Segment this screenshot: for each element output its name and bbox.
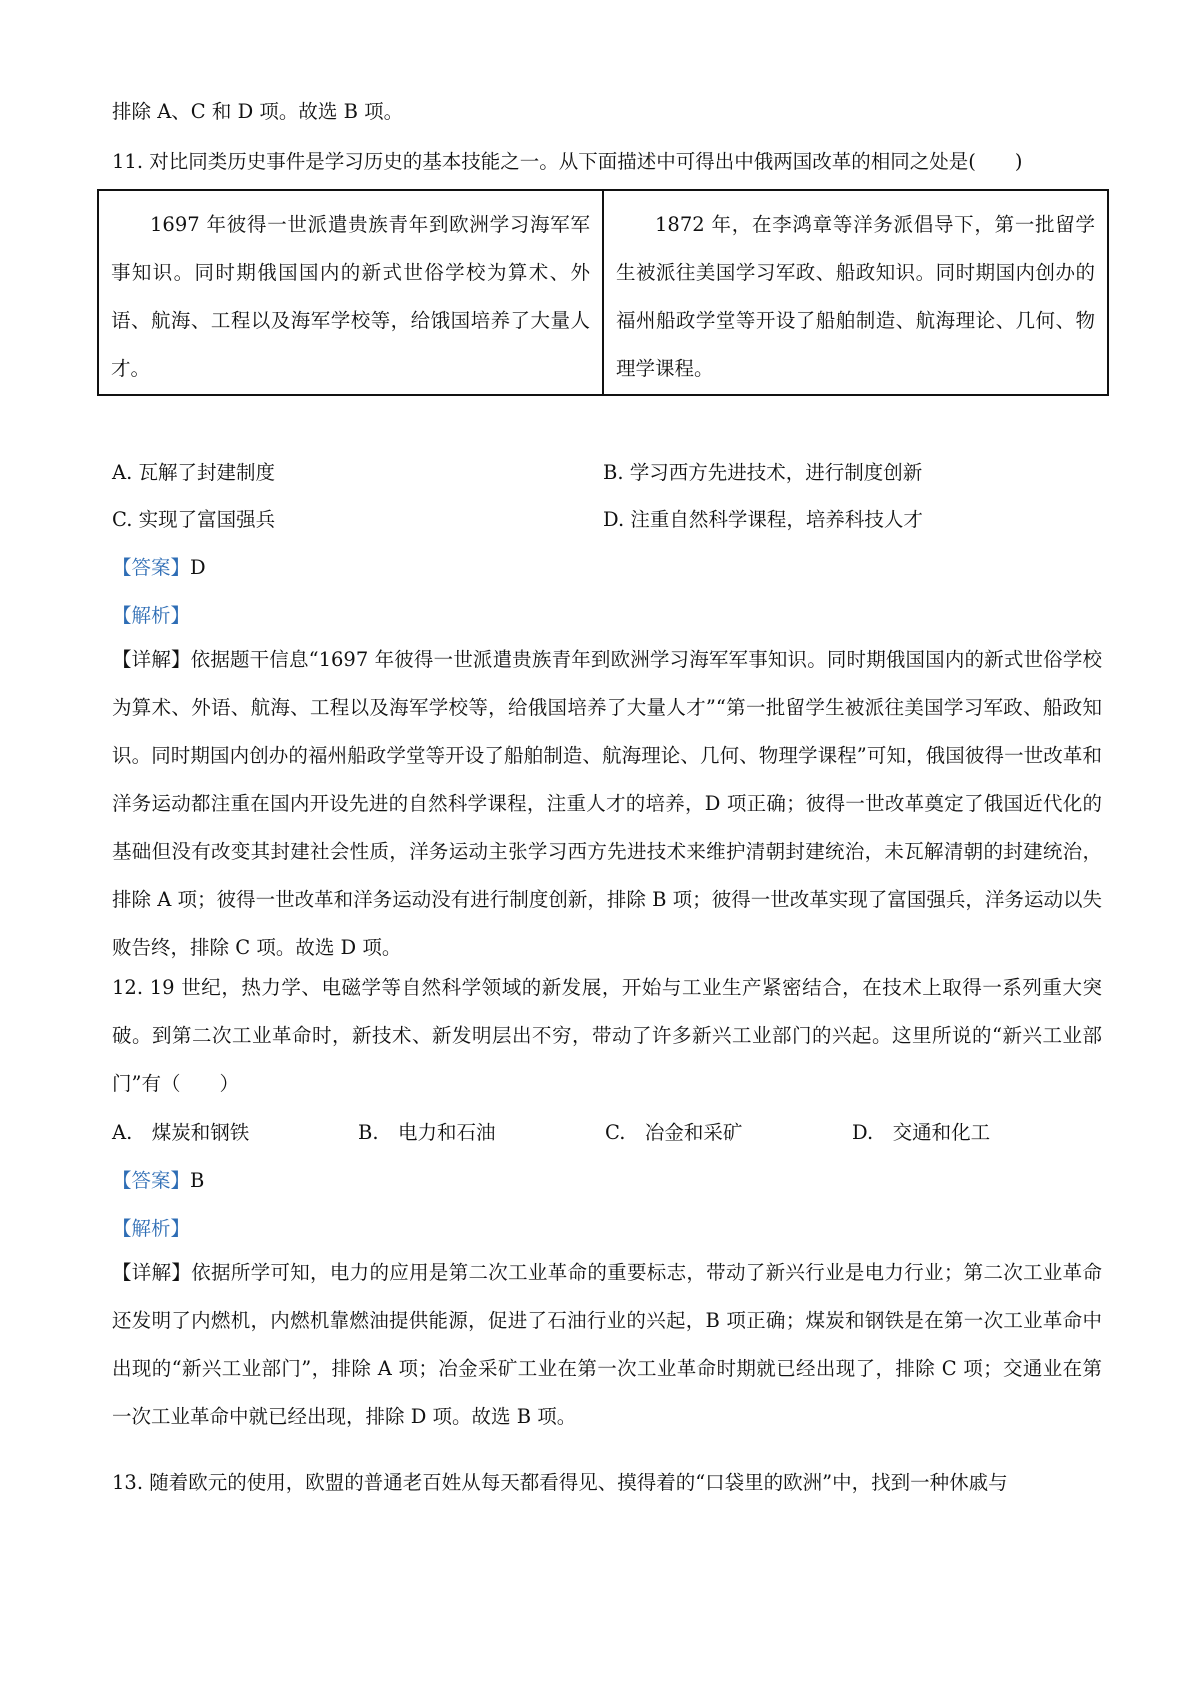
answer-value: D (190, 556, 206, 579)
q11-analysis-label: 【解析】 (112, 604, 191, 627)
q12-option-c: C. 冶金和采矿 (605, 1121, 743, 1144)
q12-option-d: D. 交通和化工 (852, 1121, 991, 1144)
q11-option-b: B. 学习西方先进技术，进行制度创新 (603, 461, 923, 484)
question-12-stem: 12. 19 世纪，热力学、电磁学等自然科学领域的新发展，开始与工业生产紧密结合，在技术上取得一系列重大突破。到第二次工业革命时，新技术、新发明层出不穷，带动了许多新兴工业部门的兴起。这里所说的“新兴工业部门”有（ ） (112, 976, 1102, 1095)
question-11-stem: 11. 对比同类历史事件是学习历史的基本技能之一。从下面描述中可得出中俄两国改革的相同之处是( ) (112, 150, 1023, 173)
q12-option-a: A. 煤炭和钢铁 (112, 1121, 250, 1144)
table-cell-russia: 1697 年彼得一世派遣贵族青年到欧洲学习海军军事知识。同时期俄国国内的新式世俗学校为算术、外语、航海、工程以及海军学校等，给饿国培养了大量人才。 (98, 190, 603, 395)
question-13-stem: 13. 随着欧元的使用，欧盟的普通老百姓从每天都看得见、摸得着的“口袋里的欧洲”中，找到一种休戚与 (112, 1471, 1008, 1494)
table-cell-china: 1872 年，在李鸿章等洋务派倡导下，第一批留学生被派往美国学习军政、船政知识。同时期国内创办的福州船政学堂等开设了船舶制造、航海理论、几何、物理学课程。 (603, 190, 1108, 395)
answer-label: 【答案】 (112, 556, 191, 579)
previous-answer-ending: 排除 A、C 和 D 项。故选 B 项。 (112, 100, 404, 123)
q11-answer (112, 554, 206, 582)
question-11-comparison-table (97, 189, 1109, 396)
q11-detail: 【详解】依据题干信息“1697 年彼得一世派遣贵族青年到欧洲学习海军军事知识。同时期俄国国内的新式世俗学校为算术、外语、航海、工程以及海军学校等，给俄国培养了大量人才”“第一批留学生被派往美国学习军政、船政知识。同时期国内创办的福州船政学堂等开设了船舶制造、航海理论、几何、物理学课程”可知，俄国彼得一世改革和洋务运动都注重在国内开设先进的自然科学课程，注重人才的培养，D 项正确；彼得一世改革奠定了俄国近代化的基础但没有改变其封建社会性质，洋务运动主张学习西方先进技术来维护清朝封建统治，未瓦解清朝的封建统治，排除 A 项；彼得一世改革和洋务运动没有进行制度创新，排除 B 项；彼得一世改革实现了富国强兵，洋务运动以失败告终，排除 C 项。故选 D 项。 (112, 648, 1102, 959)
answer-value: B (190, 1169, 205, 1192)
q12-answer (112, 1167, 204, 1195)
q12-analysis-label: 【解析】 (112, 1217, 191, 1240)
q11-option-d: D. 注重自然科学课程，培养科技人才 (603, 508, 923, 531)
q11-option-c: C. 实现了富国强兵 (112, 508, 276, 531)
q12-detail: 【详解】依据所学可知，电力的应用是第二次工业革命的重要标志，带动了新兴行业是电力行业；第二次工业革命还发明了内燃机，内燃机靠燃油提供能源，促进了石油行业的兴起，B 项正确；煤炭和钢铁是在第一次工业革命中出现的“新兴工业部门”，排除 A 项；冶金采矿工业在第一次工业革命时期就已经出现了，排除 C 项；交通业在第一次工业革命中就已经出现，排除 D 项。故选 B 项。 (112, 1261, 1102, 1428)
answer-label: 【答案】 (112, 1169, 191, 1192)
q11-option-a: A. 瓦解了封建制度 (112, 461, 275, 484)
q12-option-b: B. 电力和石油 (358, 1121, 496, 1144)
